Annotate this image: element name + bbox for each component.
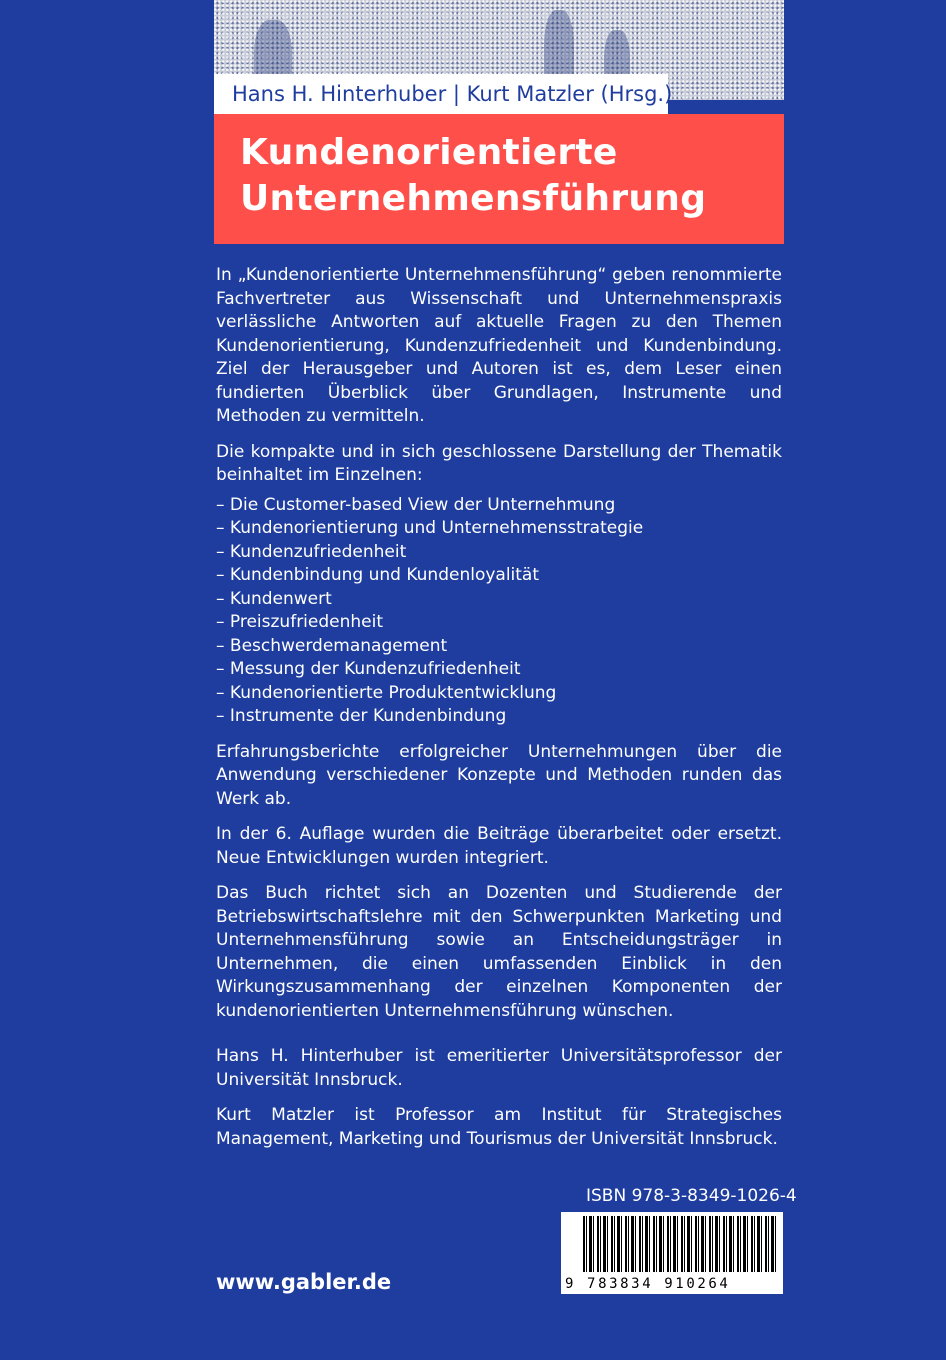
list-item: – Beschwerdemanagement xyxy=(216,635,448,656)
edition-paragraph: In der 6. Auflage wurden die Beiträge überarbeitet oder ersetzt. Neue Entwicklungen wurden integriert. xyxy=(216,824,782,868)
audience-paragraph: Das Buch richtet sich an Dozenten und Studierende der Betriebswirtschaftslehre mit den Schwerpunkten Marketing und Unternehmensführung sowie an Entscheidungsträger in Unternehmen, die einen umfassenden Einblick in den Wirkungszusammenhang der einzelnen Komponenten der kundenorientierten Unternehmensführung wünschen. xyxy=(216,883,782,1021)
author-bio-2: Kurt Matzler ist Professor am Institut für Strategisches Management, Marketing und Tourismus der Universität Innsbruck. xyxy=(216,1105,782,1149)
list-item: – Kundenzufriedenheit xyxy=(216,541,407,562)
topic-list xyxy=(216,494,782,729)
authors-label: Hans H. Hinterhuber | Kurt Matzler (Hrsg.) xyxy=(214,74,668,114)
reports-paragraph: Erfahrungsberichte erfolgreicher Unternehmungen über die Anwendung verschiedener Konzepte und Methoden runden das Werk ab. xyxy=(216,741,782,809)
blurb-text xyxy=(216,264,782,1163)
list-item: – Kundenwert xyxy=(216,588,332,609)
list-item: – Kundenbindung und Kundenloyalität xyxy=(216,565,540,585)
list-item: – Kundenorientierte Produktentwicklung xyxy=(216,682,557,703)
overview-paragraph: Die kompakte und in sich geschlossene Darstellung der Thematik beinhaltet im Einzelnen: xyxy=(216,441,782,485)
list-item: – Kundenorientierung und Unternehmensstrategie xyxy=(216,518,644,538)
isbn-label: ISBN 978-3-8349-1026-4 xyxy=(586,1186,797,1206)
barcode-digits: 9 783834 910264 xyxy=(565,1276,731,1292)
book-title-line1: Kundenorientierte xyxy=(240,132,618,173)
publisher-website-link[interactable]: www.gabler.de xyxy=(216,1270,392,1294)
author-bio-1: Hans H. Hinterhuber ist emeritierter Universitätsprofessor der Universität Innsbruck. xyxy=(216,1046,782,1090)
intro-paragraph: In „Kundenorientierte Unternehmensführung“ geben renommierte Fachvertreter aus Wissenschaft und Unternehmenspraxis verlässliche Antworten auf aktuelle Fragen zu den Themen Kundenorientierung, Kundenzufriedenheit und Kundenbindung. Ziel der Herausgeber und Autoren ist es, dem Leser einen fundierten Überblick über Grundlagen, Instrumente und Methoden zu vermitteln. xyxy=(216,265,782,426)
list-item: – Die Customer-based View der Unternehmung xyxy=(216,494,616,515)
list-item: – Preiszufriedenheit xyxy=(216,612,384,632)
list-item: – Instrumente der Kundenbindung xyxy=(216,706,507,726)
title-banner xyxy=(214,114,784,244)
barcode xyxy=(561,1212,783,1294)
barcode-bars xyxy=(583,1216,777,1272)
list-item: – Messung der Kundenzufriedenheit xyxy=(216,659,521,679)
book-title-line2: Unternehmensführung xyxy=(240,178,707,219)
